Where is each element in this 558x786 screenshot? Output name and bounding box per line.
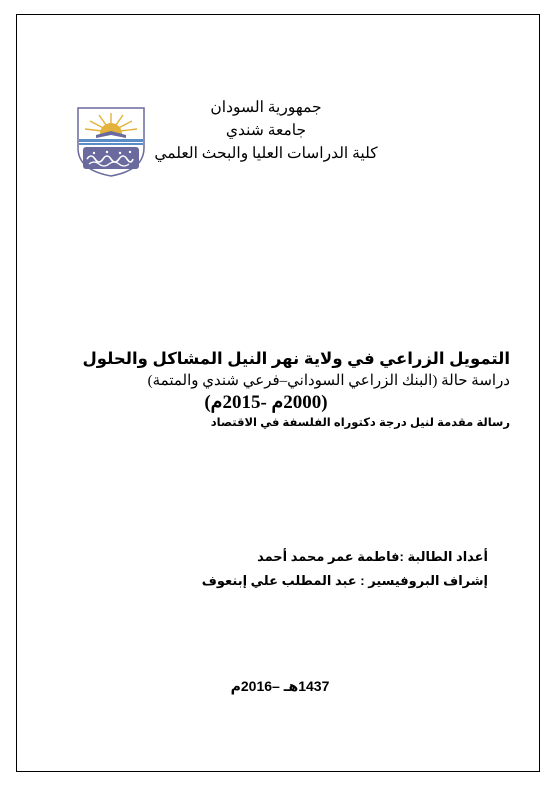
case-study-subtitle: دراسة حالة (البنك الزراعي السوداني–فرعي شندي والمتمة) — [147, 373, 510, 389]
publication-date: 1437هـ –2016م — [230, 678, 330, 694]
study-period: (2000م -2015م) — [204, 392, 328, 413]
university-name: جامعة شندي — [225, 122, 307, 139]
university-seal-icon — [74, 104, 148, 178]
credits-block — [202, 545, 488, 593]
supervisor-name: إشراف البروفيسير : عبد المطلب علي إبنعوف — [201, 573, 488, 588]
student-name: أعداد الطالبة :فاطمة عمر محمد أحمد — [257, 549, 488, 564]
thesis-title-block — [60, 348, 510, 432]
header-block — [150, 96, 382, 165]
country-name: جمهورية السودان — [210, 99, 322, 116]
degree-statement: رسالة مقدمة لنيل درجة دكتوراه الفلسفة في الاقتصاد — [210, 417, 510, 429]
thesis-title: التمويل الزراعي في ولاية نهر النيل المشاكل والحلول — [82, 350, 510, 368]
faculty-name: كلية الدراسات العليا والبحث العلمي — [154, 145, 378, 162]
